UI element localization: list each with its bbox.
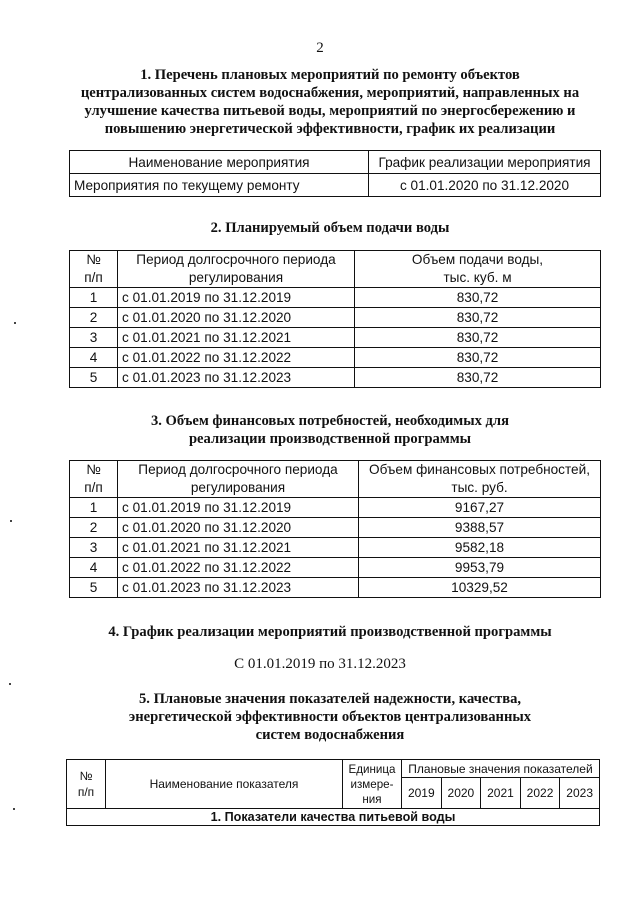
table-header-row [67,760,600,778]
indicators-table [66,759,600,826]
row-number: 3 [70,538,118,558]
row-period: с 01.01.2019 по 31.12.2019 [118,498,359,518]
row-period: с 01.01.2022 по 31.12.2022 [118,348,355,368]
row-period: с 01.01.2020 по 31.12.2020 [118,518,359,538]
header-line: Объем подачи воды, [411,252,544,267]
row-volume: 830,72 [355,328,601,348]
row-amount: 9953,79 [359,558,601,578]
header-line: измере- [350,777,394,791]
header-line: № [86,252,101,267]
row-volume: 830,72 [355,288,601,308]
column-header-period [118,251,355,288]
table-row [70,538,601,558]
row-number: 1 [70,498,118,518]
header-line: ния [362,792,382,806]
table-row [70,348,601,368]
header-line: регулирования [190,480,286,495]
heading-line: 5. Плановые значения показателей надежности, качества, [138,691,522,707]
table-header-row [70,461,601,498]
row-number: 5 [70,578,118,598]
row-amount: 9167,27 [359,498,601,518]
subsection-row [67,809,600,826]
section2-heading: 2. Планируемый объем подачи воды [210,220,450,236]
table-header-row [70,251,601,288]
header-line: № [79,769,93,783]
row-period: с 01.01.2023 по 31.12.2023 [118,578,359,598]
header-line: № [86,462,101,477]
year-2020: 2020 [441,778,481,809]
header-line: Единица [348,762,396,776]
row-period: с 01.01.2020 по 31.12.2020 [118,308,355,328]
table-row [70,518,601,538]
measure-schedule: с 01.01.2020 по 31.12.2020 [369,174,601,197]
table-row [70,578,601,598]
section5-heading [60,690,600,744]
heading-line: энергетической эффективности объектов централизованных [128,709,532,725]
heading-line: повышению энергетической эффективности, график их реализации [104,121,556,137]
table-row [70,328,601,348]
scan-speck [13,808,15,810]
scan-speck [10,520,12,522]
row-number: 2 [70,518,118,538]
column-header-planned-values: Плановые значения показателей [402,760,600,778]
header-line: Период долгосрочного периода [138,462,338,477]
table-row [70,288,601,308]
header-line: тыс. руб. [451,480,508,495]
row-volume: 830,72 [355,308,601,328]
year-2021: 2021 [481,778,521,809]
section1-heading [60,66,600,138]
column-header-unit [343,760,402,809]
subsection-title: 1. Показатели качества питьевой воды [67,809,600,826]
table-header-row [70,151,601,174]
page-number: 2 [316,40,324,56]
scan-speck [14,322,16,324]
row-number: 5 [70,368,118,388]
heading-line: улучшение качества питьевой воды, мероприятий по энергосбережению и [84,103,576,119]
water-supply-table [69,250,601,388]
row-period: с 01.01.2021 по 31.12.2021 [118,328,355,348]
row-number: 1 [70,288,118,308]
section4-heading: 4. График реализации мероприятий производственной программы [108,624,552,640]
heading-line: реализации производственной программы [188,431,472,447]
row-amount: 10329,52 [359,578,601,598]
header-line: тыс. куб. м [443,270,512,285]
header-line: Период долгосрочного периода [136,252,336,267]
heading-line: централизованных систем водоснабжения, мероприятий, направленных на [80,85,580,101]
column-header-number [70,461,118,498]
heading-line: 1. Перечень плановых мероприятий по ремонту объектов [140,67,520,83]
row-number: 3 [70,328,118,348]
header-line: п/п [84,480,103,495]
row-period: с 01.01.2021 по 31.12.2021 [118,538,359,558]
table-row [70,498,601,518]
column-header-indicator: Наименование показателя [106,760,343,809]
heading-line: 3. Объем финансовых потребностей, необходимых для [150,413,510,429]
row-volume: 830,72 [355,348,601,368]
table-row [70,368,601,388]
row-number: 2 [70,308,118,328]
measure-name: Мероприятия по текущему ремонту [70,174,369,197]
column-header-number [67,760,106,809]
table-row [70,174,601,197]
table-row [70,558,601,578]
row-number: 4 [70,348,118,368]
year-2023: 2023 [560,778,600,809]
heading-line: систем водоснабжения [255,727,405,743]
header-line: п/п [84,270,103,285]
row-volume: 830,72 [355,368,601,388]
header-line: регулирования [188,270,284,285]
row-amount: 9388,57 [359,518,601,538]
financial-needs-table [69,460,601,598]
column-header-finance [359,461,601,498]
year-2022: 2022 [520,778,560,809]
row-amount: 9582,18 [359,538,601,558]
scan-speck [9,683,11,685]
row-period: с 01.01.2019 по 31.12.2019 [118,288,355,308]
year-2019: 2019 [402,778,442,809]
column-header-number [70,251,118,288]
row-number: 4 [70,558,118,578]
header-line: п/п [77,785,95,799]
row-period: с 01.01.2022 по 31.12.2022 [118,558,359,578]
column-header-measure: Наименование мероприятия [70,151,369,174]
column-header-period [118,461,359,498]
header-line: Объем финансовых потребностей, [369,462,590,477]
section3-heading [60,412,600,448]
table-row [70,308,601,328]
row-period: с 01.01.2023 по 31.12.2023 [118,368,355,388]
column-header-schedule: График реализации мероприятия [369,151,601,174]
schedule-period: С 01.01.2019 по 31.12.2023 [234,656,406,672]
column-header-volume [355,251,601,288]
measures-table [69,150,601,197]
